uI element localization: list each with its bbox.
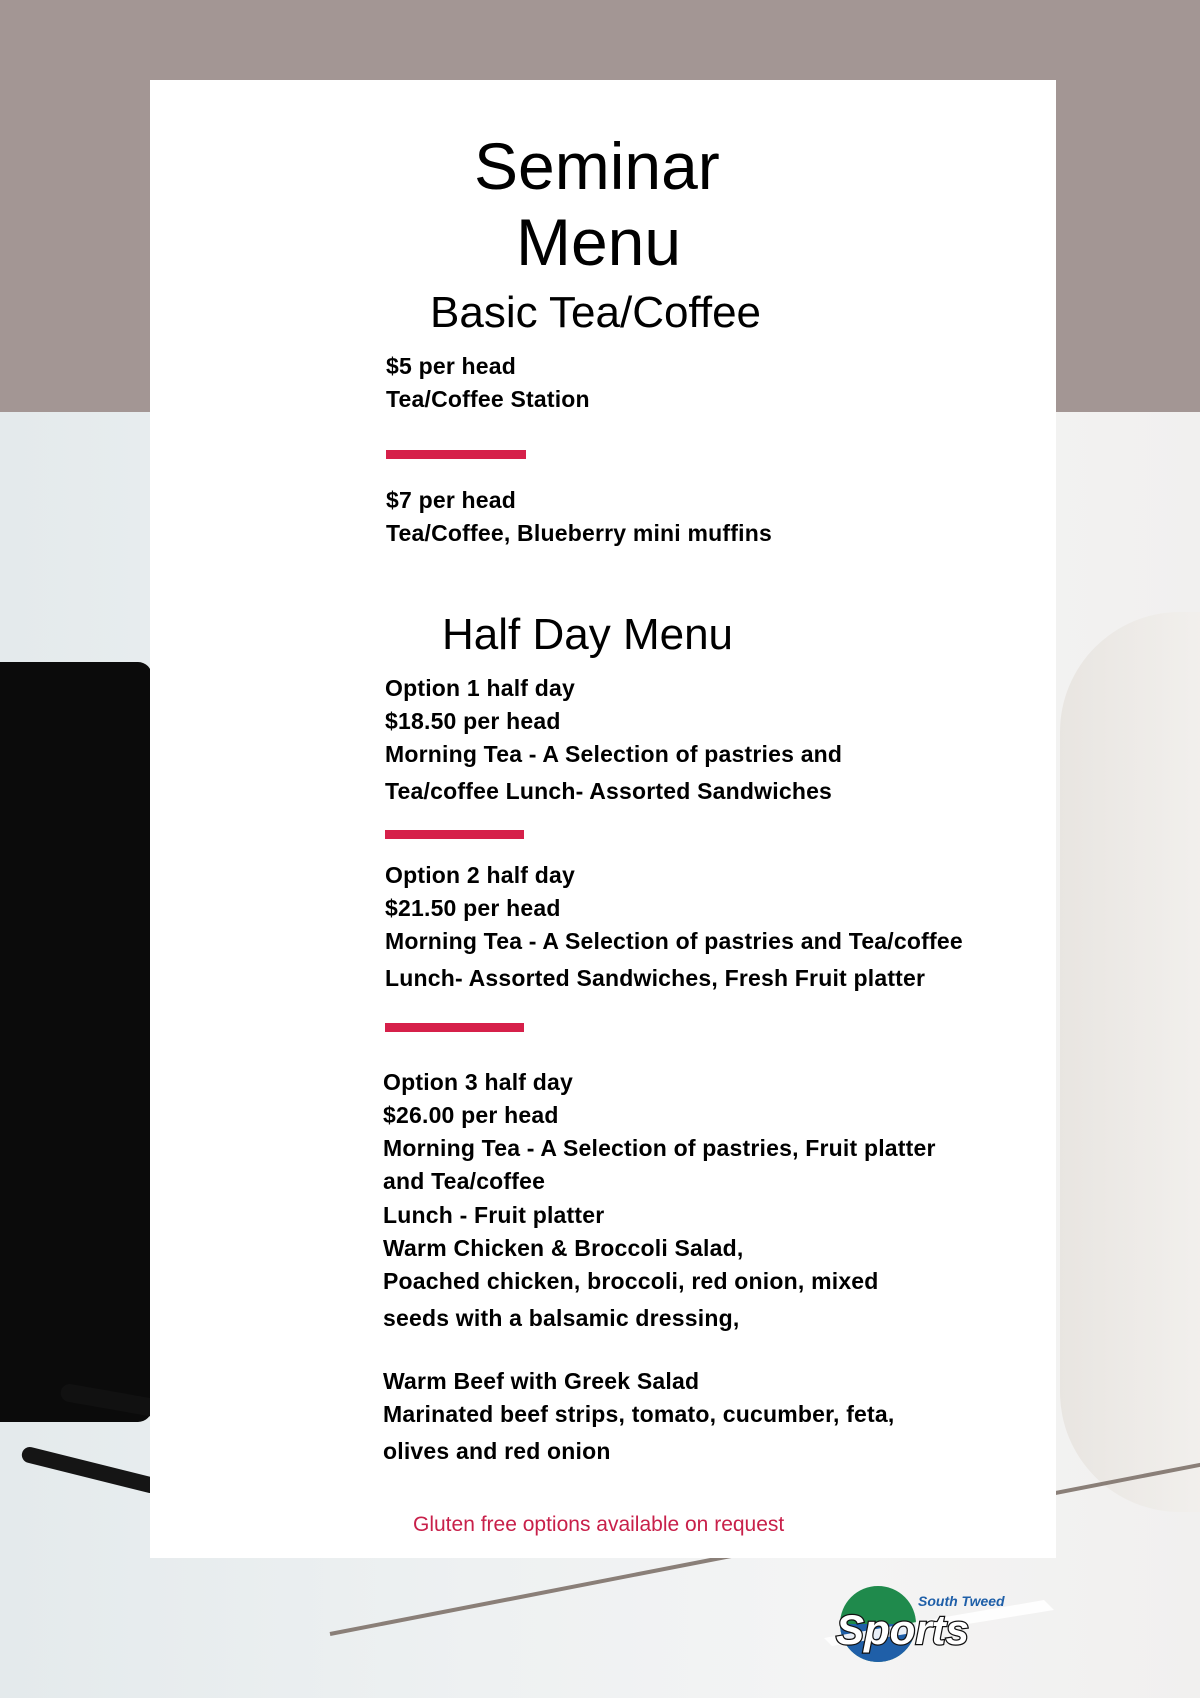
section-heading-basic: Basic Tea/Coffee: [430, 288, 762, 337]
gluten-free-note: Gluten free options available on request: [413, 1513, 785, 1536]
option3-name: Option 3 half day: [383, 1069, 573, 1095]
page-title-line1: Seminar: [474, 129, 720, 203]
option1-name: Option 1 half day: [385, 675, 575, 701]
option3-line9: olives and red onion: [383, 1438, 611, 1464]
south-tweed-sports-logo: [818, 1580, 1062, 1662]
option1-line2: Tea/coffee Lunch- Assorted Sandwiches: [385, 778, 833, 804]
basic-option-a-price: $5 per head: [386, 353, 517, 379]
option3-price: $26.00 per head: [383, 1102, 559, 1128]
option2-price: $21.50 per head: [385, 895, 561, 921]
section-heading-half-day: Half Day Menu: [442, 610, 734, 659]
basic-option-a-desc: Tea/Coffee Station: [386, 386, 590, 412]
option3-line2: and Tea/coffee: [383, 1168, 546, 1194]
basic-option-b-desc: Tea/Coffee, Blueberry mini muffins: [386, 520, 772, 546]
option2-line2: Lunch- Assorted Sandwiches, Fresh Fruit platter: [385, 965, 926, 991]
divider: [385, 1023, 524, 1032]
option2-name: Option 2 half day: [385, 862, 575, 888]
divider: [386, 450, 526, 459]
option1-line1: Morning Tea - A Selection of pastries and: [385, 741, 843, 767]
option3-line3: Lunch - Fruit platter: [383, 1202, 605, 1228]
logo-name: Sports: [836, 1606, 970, 1653]
divider: [385, 830, 524, 839]
option3-line4: Warm Chicken & Broccoli Salad,: [383, 1235, 744, 1261]
option3-line7: Warm Beef with Greek Salad: [383, 1368, 700, 1394]
option2-line1: Morning Tea - A Selection of pastries and Tea/coffee: [385, 928, 963, 954]
option3-line1: Morning Tea - A Selection of pastries, Fruit platter: [383, 1135, 936, 1161]
option1-price: $18.50 per head: [385, 708, 561, 734]
option3-line8: Marinated beef strips, tomato, cucumber, feta,: [383, 1401, 895, 1427]
option3-line6: seeds with a balsamic dressing,: [383, 1305, 740, 1331]
logo-tagline: South Tweed: [918, 1593, 1005, 1609]
basic-option-b-price: $7 per head: [386, 487, 517, 513]
option3-line5: Poached chicken, broccoli, red onion, mixed: [383, 1268, 879, 1294]
menu-card: [150, 80, 1056, 1558]
page-title-line2: Menu: [516, 205, 682, 279]
